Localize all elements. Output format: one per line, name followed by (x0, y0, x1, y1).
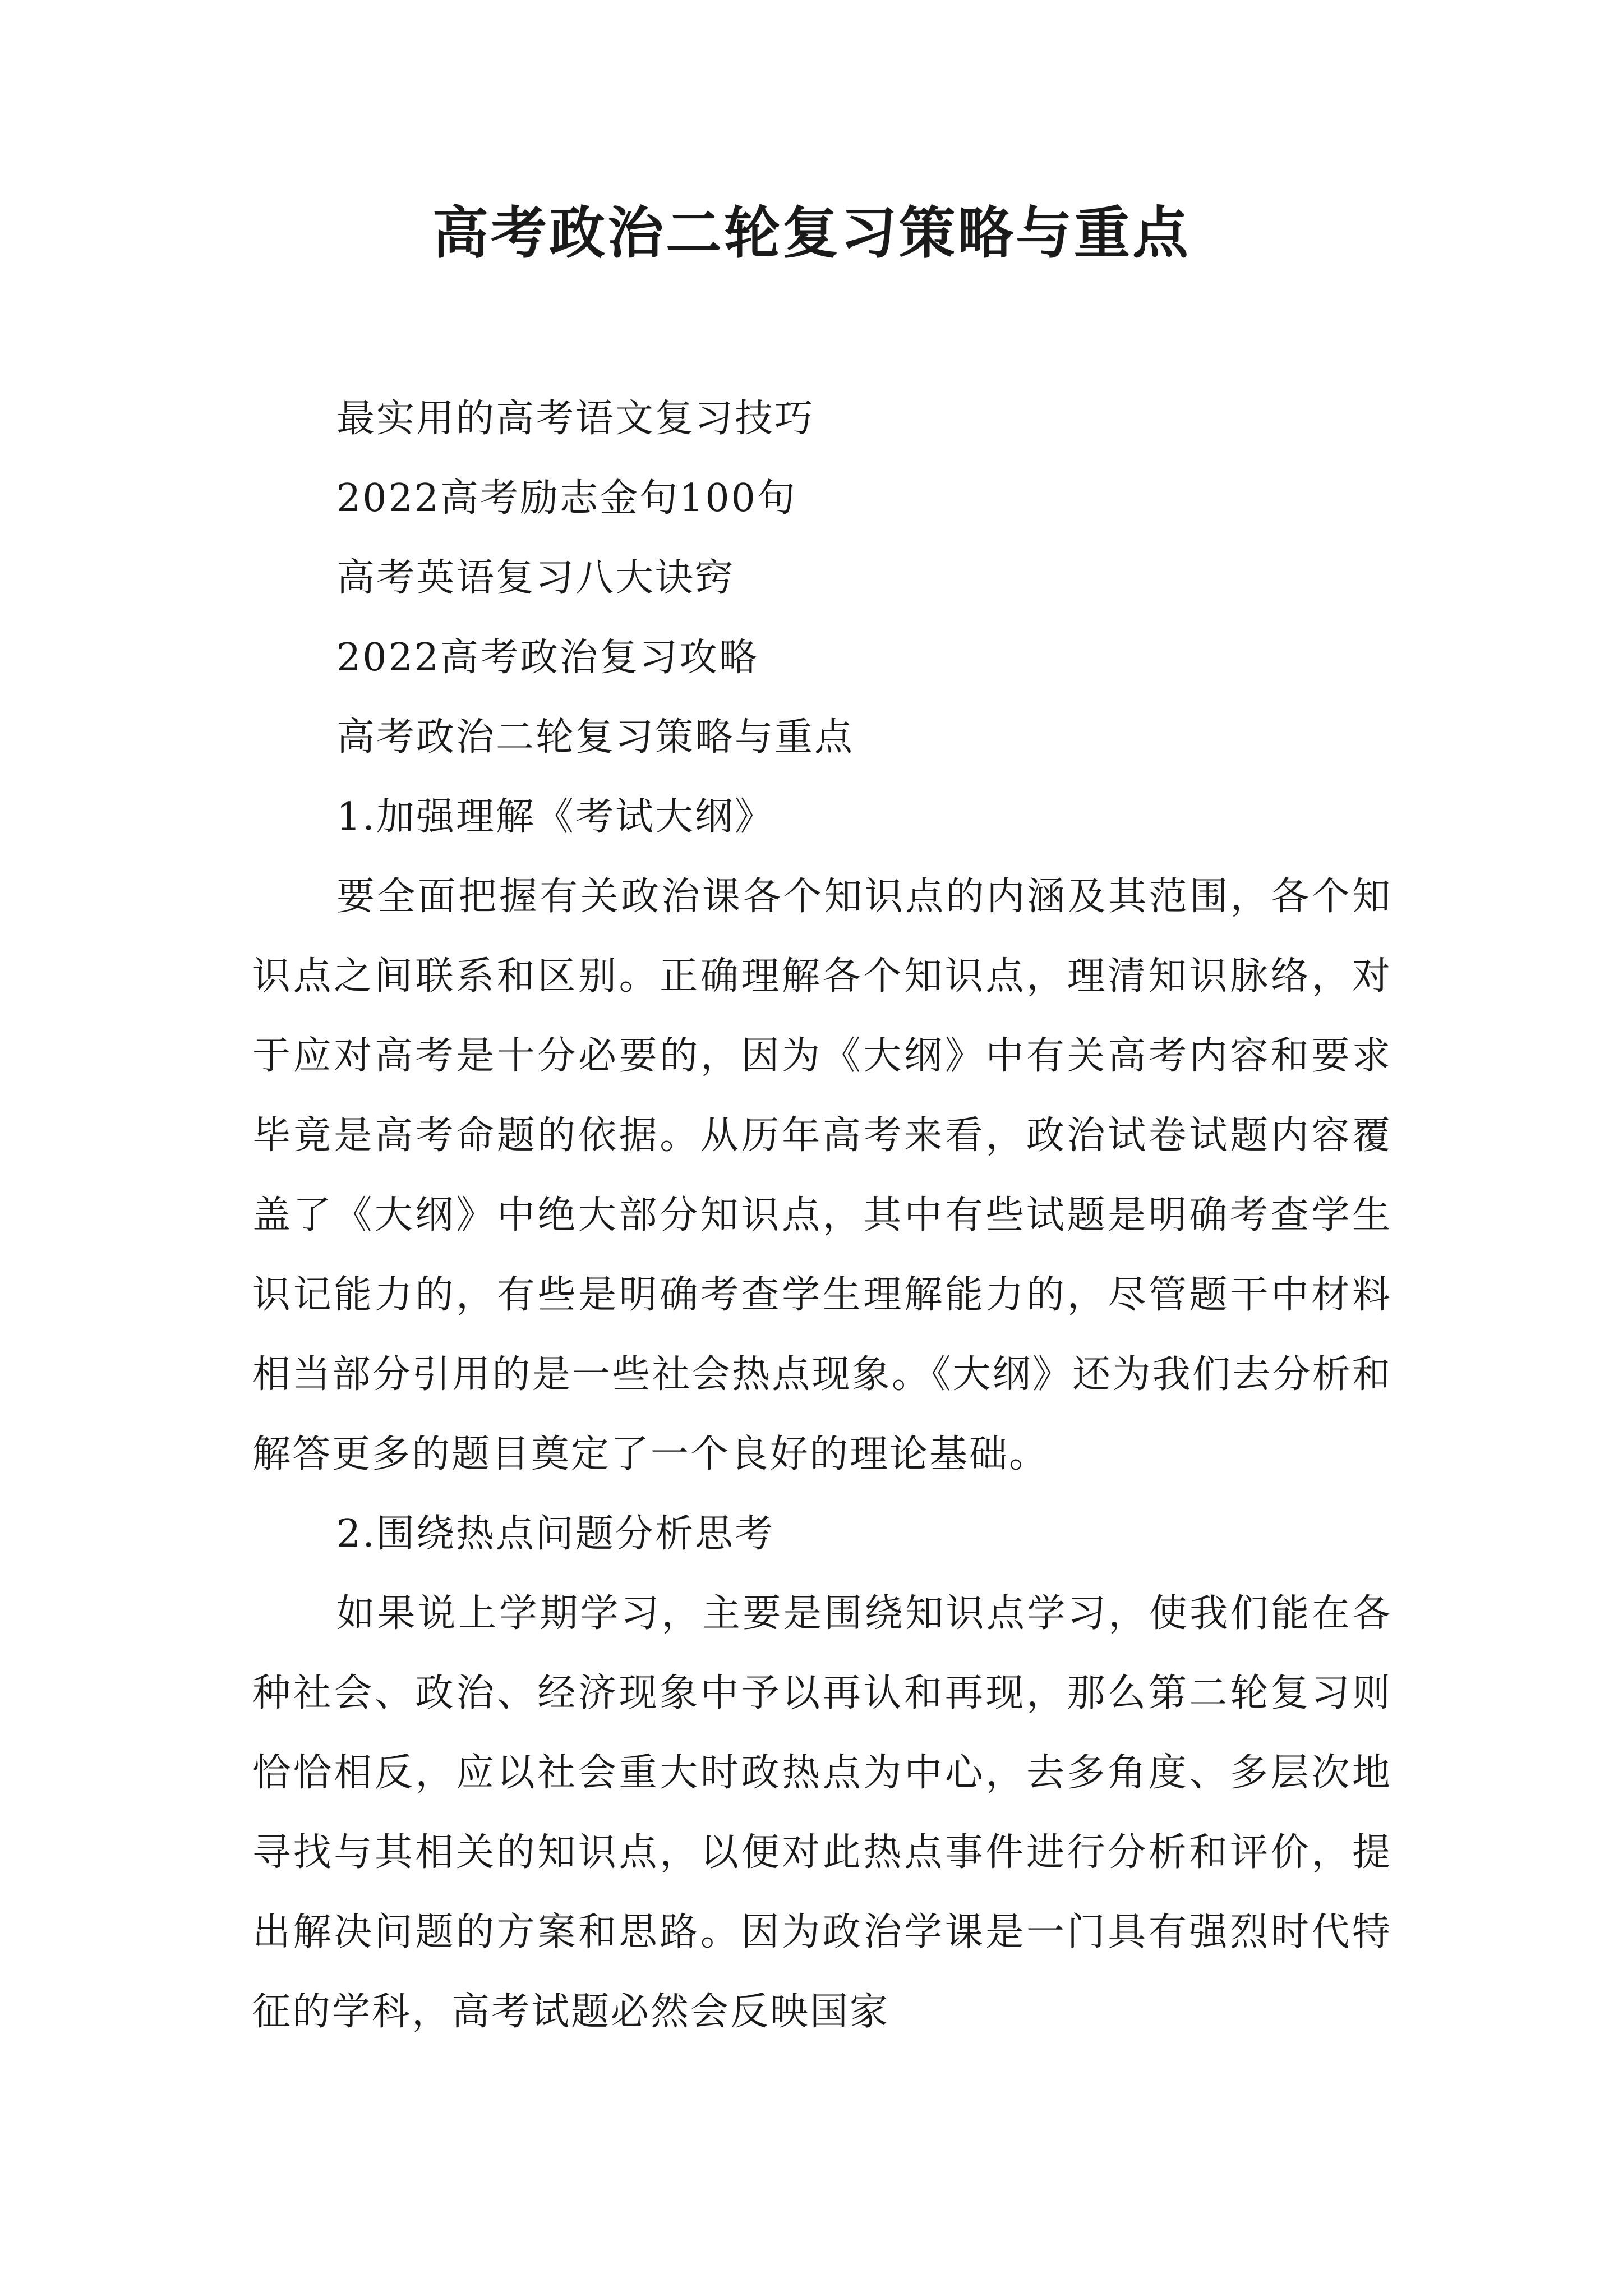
related-link[interactable]: 高考英语复习八大诀窍 (336, 556, 735, 600)
related-link[interactable]: 最实用的高考语文复习技巧 (336, 397, 815, 441)
section-heading: 2.围绕热点问题分析思考 (336, 1512, 774, 1556)
section-paragraph: 如果说上学期学习，主要是围绕知识点学习，使我们能在各种社会、政治、经济现象中予以再认和再现，那么第二轮复习则恰恰相反，应以社会重大时政热点为中心，去多角度、多层次地寻找与其相关的知识点，以便对此热点事件进行分析和评价，提出解决问题的方案和思路。因为政治学课是一门具有强烈时代特征的学科，高考试题必然会反映国家 (252, 1591, 1392, 2034)
related-link[interactable]: 2022高考政治复习攻略 (336, 636, 759, 680)
document-body (252, 379, 1392, 2052)
related-link[interactable]: 高考政治二轮复习策略与重点 (336, 715, 855, 760)
document-title: 高考政治二轮复习策略与重点 (432, 200, 1191, 266)
section-paragraph: 要全面把握有关政治课各个知识点的内涵及其范围，各个知识点之间联系和区别。正确理解各个知识点，理清知识脉络，对于应对高考是十分必要的，因为《大纲》中有关高考内容和要求毕竟是高考命题的依据。从历年高考来看，政治试卷试题内容覆盖了《大纲》中绝大部分知识点，其中有些试题是明确考查学生识记能力的，有些是明确考查学生理解能力的，尽管题干中材料相当部分引用的是一些社会热点现象。《大纲》还为我们去分析和解答更多的题目奠定了一个良好的理论基础。 (252, 875, 1392, 1476)
section-heading: 1.加强理解《考试大纲》 (336, 795, 774, 839)
related-link[interactable]: 2022高考励志金句100句 (336, 476, 797, 521)
